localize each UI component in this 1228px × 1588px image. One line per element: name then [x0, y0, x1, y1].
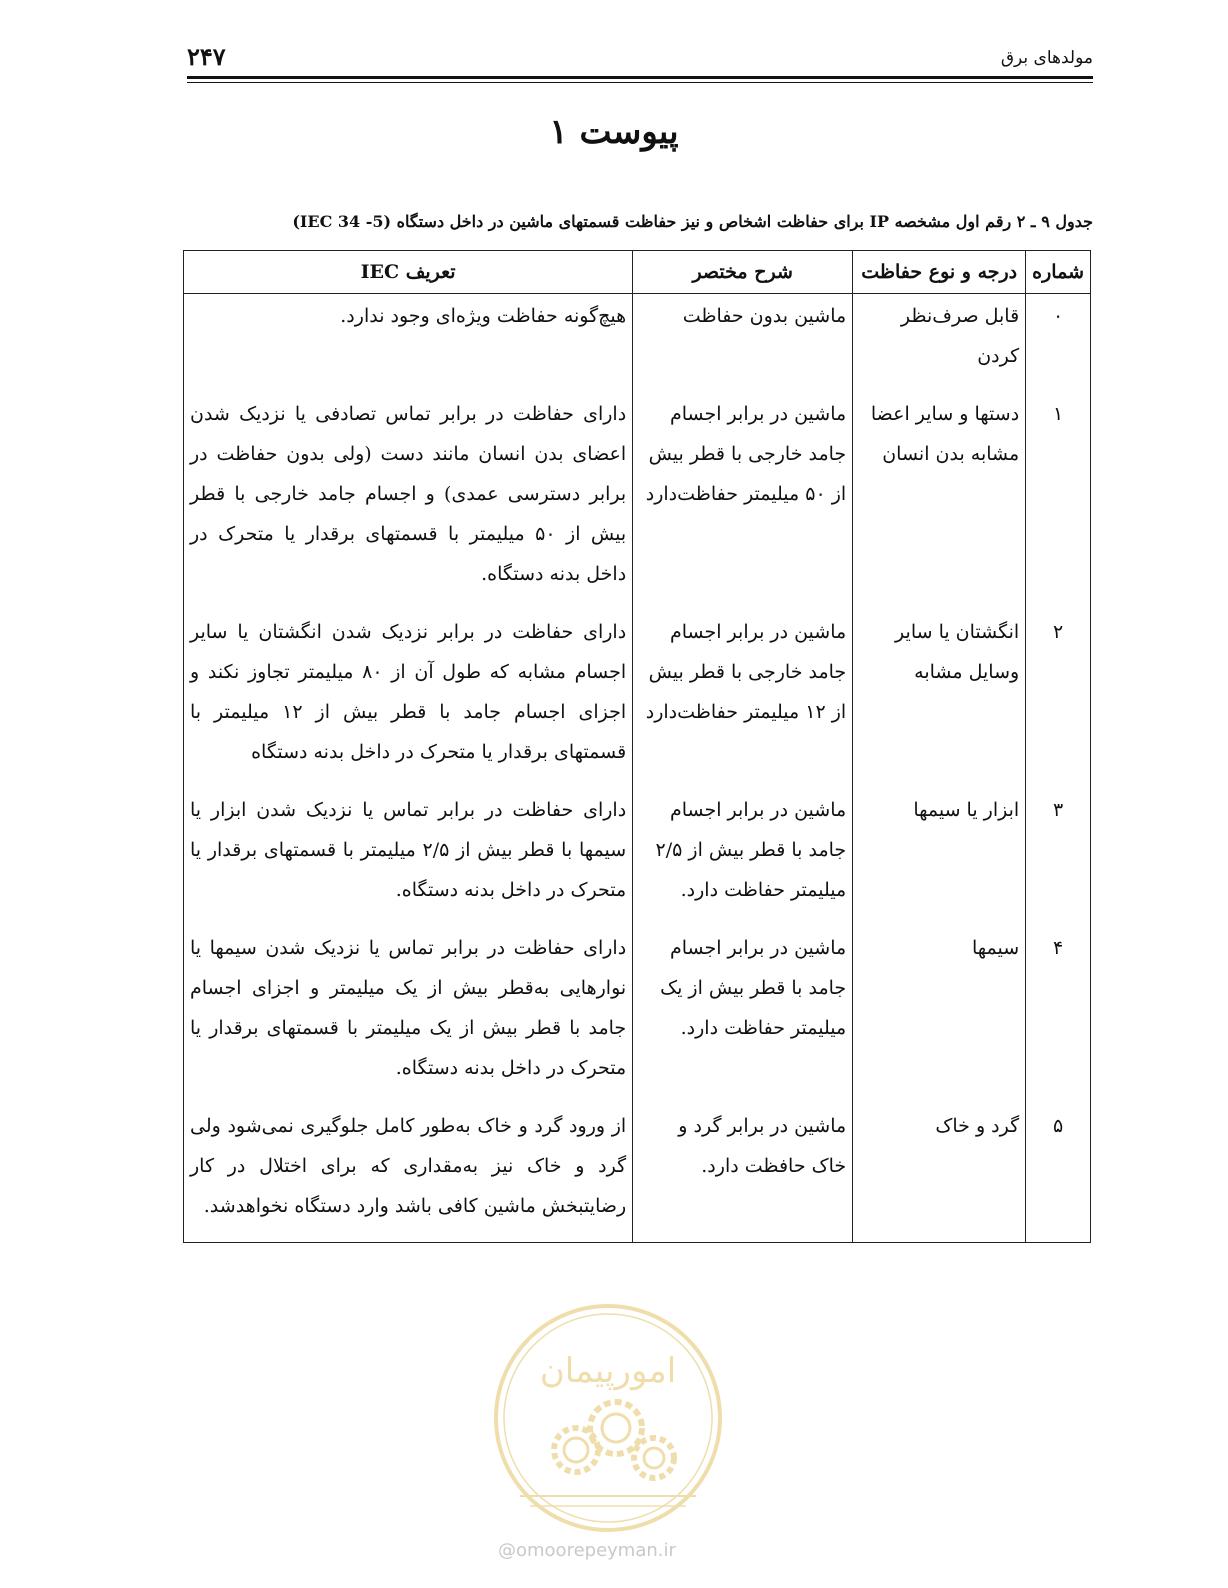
row-number: ۱	[1026, 392, 1091, 610]
row-brief: ماشین بدون حفاظت	[633, 294, 853, 393]
row-number: ۵	[1026, 1104, 1091, 1243]
row-definition: از ورود گرد و خاک به‌طور کامل جلوگیری نمی‌شود ولی گرد و خاک نیز به‌مقداری که برای اختلال در کار رضایتبخش ماشین کافی باشد وارد دستگاه نخواهدشد.	[184, 1104, 633, 1243]
header-number: شماره	[1026, 251, 1091, 294]
row-number: ۳	[1026, 788, 1091, 926]
header-rule-thin	[187, 82, 1093, 83]
watermark-url: @omoorepeyman.ir	[498, 1540, 676, 1561]
appendix-title: پیوست ۱	[549, 112, 679, 152]
table-row	[184, 926, 1091, 1104]
ip-protection-table	[183, 250, 1091, 1243]
row-brief: ماشین در برابر اجسام جامد با قطر بیش از یک میلیمتر حفاظت دارد.	[633, 926, 853, 1104]
table-caption: جدول ۹ ـ ۲ رقم اول مشخصه IP برای حفاظت اشخاص و نیز حفاظت قسمتهای ماشین در داخل دستگاه (IEC 34 -5)	[292, 212, 1093, 231]
table-row	[184, 610, 1091, 788]
row-definition: هیچ‌گونه حفاظت ویژه‌ای وجود ندارد.	[184, 294, 633, 393]
row-degree: سیمها	[853, 926, 1026, 1104]
row-brief: ماشین در برابر گرد و خاک حافظت دارد.	[633, 1104, 853, 1243]
row-brief: ماشین در برابر اجسام جامد با قطر بیش از ۲/۵ میلیمتر حفاظت دارد.	[633, 788, 853, 926]
row-definition: دارای حفاظت در برابر تماس یا نزدیک شدن سیمها یا نوارهایی به‌قطر بیش از یک میلیمتر و اجزای اجسام جامد با قطر بیش از یک میلیمتر با قسمتهای برقدار یا متحرک در داخل بدنه دستگاه.	[184, 926, 633, 1104]
table-header	[184, 251, 1091, 294]
table-row	[184, 1104, 1091, 1243]
row-brief: ماشین در برابر اجسام جامد خارجی با قطر بیش از ۱۲ میلیمتر حفاظت‌دارد	[633, 610, 853, 788]
row-degree: ابزار یا سیمها	[853, 788, 1026, 926]
row-definition: دارای حفاظت در برابر نزدیک شدن انگشتان یا سایر اجسام مشابه که طول آن از ۸۰ میلیمتر تجاوز نکند و اجزای اجسام جامد با قطر بیش از ۱۲ میلیمتر با قسمتهای برقدار یا متحرک در داخل بدنه دستگاه	[184, 610, 633, 788]
page-number: ۲۴۷	[187, 42, 226, 71]
header-brief: شرح مختصر	[633, 251, 853, 294]
row-degree: انگشتان یا سایر وسایل مشابه	[853, 610, 1026, 788]
row-number: ۲	[1026, 610, 1091, 788]
row-definition: دارای حفاظت در برابر تماس یا نزدیک شدن ابزار یا سیمها با قطر بیش از ۲/۵ میلیمتر با قسمتهای برقدار یا متحرک در داخل بدنه دستگاه.	[184, 788, 633, 926]
header-rule-thick	[187, 76, 1093, 79]
watermark-logo	[490, 1300, 726, 1536]
row-degree: گرد و خاک	[853, 1104, 1026, 1243]
table-row	[184, 788, 1091, 926]
table-row	[184, 392, 1091, 610]
row-number: ۰	[1026, 294, 1091, 393]
row-definition: دارای حفاظت در برابر تماس تصادفی یا نزدیک شدن اعضای بدن انسان مانند دست (ولی بدون حفاظت در برابر دسترسی عمدی) و اجسام جامد خارجی با قطر بیش از ۵۰ میلیمتر با قسمتهای برقدار یا متحرک در داخل بدنه دستگاه.	[184, 392, 633, 610]
row-brief: ماشین در برابر اجسام جامد خارجی با قطر بیش از ۵۰ میلیمتر حفاظت‌دارد	[633, 392, 853, 610]
header-degree: درجه و نوع حفاظت	[853, 251, 1026, 294]
row-degree: قابل صرف‌نظر کردن	[853, 294, 1026, 393]
row-degree: دستها و سایر اعضا مشابه بدن انسان	[853, 392, 1026, 610]
row-number: ۴	[1026, 926, 1091, 1104]
watermark-logo-text: امورپیمان	[539, 1351, 677, 1391]
running-title: مولدهای برق	[1000, 48, 1093, 68]
table-row	[184, 294, 1091, 393]
header-definition: تعریف IEC	[184, 251, 633, 294]
